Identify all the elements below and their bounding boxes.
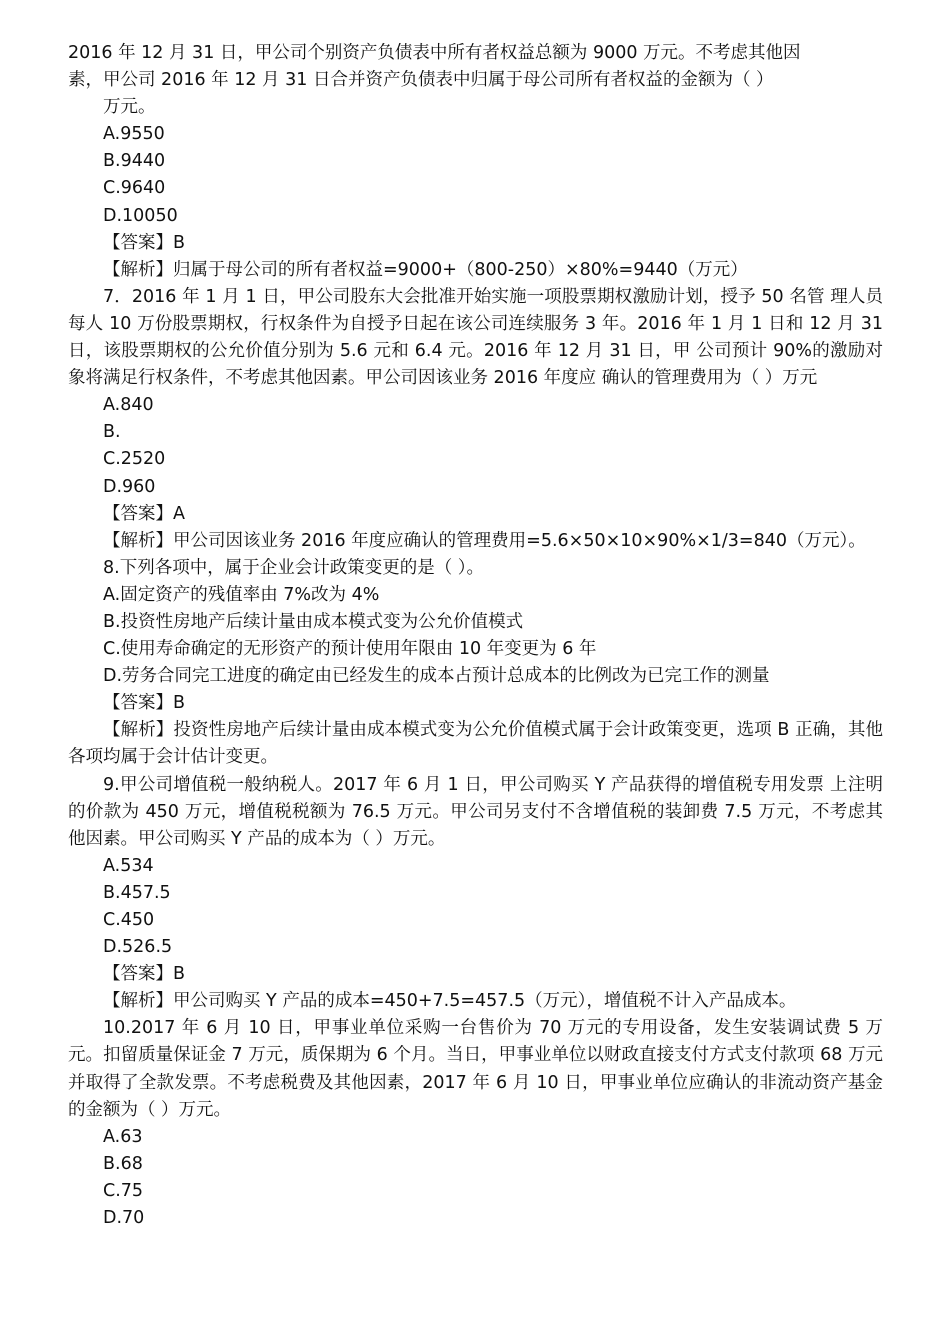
option-c: C.2520 — [103, 449, 166, 470]
option-a: A.534 — [103, 855, 154, 876]
question-8 — [68, 555, 883, 772]
answer: 【答案】A — [103, 503, 185, 524]
option-b: B. — [103, 422, 121, 443]
analysis: 【解析】归属于母公司的所有者权益=9000+（800-250）×80%=9440（万元） — [103, 259, 748, 280]
option-d: D.劳务合同完工进度的确定由已经发生的成本占预计总成本的比例改为已完工作的测量 — [103, 666, 770, 687]
option-c: C.75 — [103, 1180, 144, 1201]
question-stem-line: 万元。 — [103, 97, 156, 118]
answer: 【答案】B — [103, 232, 186, 253]
analysis: 【解析】甲公司购买 Y 产品的成本=450+7.5=457.5（万元），增值税不计入产品成本。 — [103, 991, 797, 1012]
question-7 — [68, 284, 883, 555]
option-c: C.9640 — [103, 178, 166, 199]
question-stem-line: 素，甲公司 2016 年 12 月 31 日合并资产负债表中归属于母公司所有者权益的金额为（ ） — [68, 70, 774, 91]
option-d: D.526.5 — [103, 937, 173, 958]
question-stem: 7．2016 年 1 月 1 日，甲公司股东大会批准开始实施一项股票期权激励计划，授予 50 名管 理人员每人 10 万份股票期权，行权条件为自授予日起在该公司连续服务 3 年。2016 年 1 月 1 日和 12 月 31 日，该股票期权的公允价值分别为 5.6 元和 6.4 元。2016 年 12 月 31 日，甲 公司预计 90%的激励对象将满足行权条件，不考虑其他因素。甲公司因该业务 2016 年度应 确认的管理费用为（ ）万元 — [68, 286, 883, 389]
option-c: C.使用寿命确定的无形资产的预计使用年限由 10 年变更为 6 年 — [103, 639, 597, 660]
option-d: D.70 — [103, 1208, 145, 1229]
option-b: B.投资性房地产后续计量由成本模式变为公允价值模式 — [103, 611, 524, 632]
question-stem: 8.下列各项中，属于企业会计政策变更的是（ ）。 — [103, 557, 485, 578]
option-a: A.840 — [103, 395, 154, 416]
option-a: A.固定资产的残值率由 7%改为 4% — [103, 584, 380, 605]
analysis: 【解析】投资性房地产后续计量由成本模式变为公允价值模式属于会计政策变更，选项 B 正确，其他各项均属于会计估计变更。 — [68, 720, 883, 768]
option-a: A.63 — [103, 1126, 143, 1147]
document-page — [68, 40, 883, 1232]
option-a: A.9550 — [103, 124, 165, 145]
answer: 【答案】B — [103, 693, 186, 714]
option-c: C.450 — [103, 910, 155, 930]
question-stem: 10.2017 年 6 月 10 日，甲事业单位采购一台售价为 70 万元的专用设备，发生安装调试费 5 万元。扣留质量保证金 7 万元，质保期为 6 个月。当日，甲事业单位以财政直接支付方式支付款项 68 万元并取得了全款发票。不考虑税费及其他因素，2017 年 6 月 10 日，甲事业单位应确认的非流动资产基金的金额为（ ）万元。 — [68, 1018, 883, 1120]
option-d: D.960 — [103, 476, 156, 497]
option-d: D.10050 — [103, 205, 178, 226]
option-b: B.68 — [103, 1153, 143, 1174]
answer: 【答案】B — [103, 964, 186, 985]
question-stem-line: 2016 年 12 月 31 日，甲公司个别资产负债表中所有者权益总额为 9000 万元。不考虑其他因 — [68, 43, 801, 63]
question-10 — [68, 1015, 883, 1232]
option-b: B.9440 — [103, 151, 166, 172]
question-6 — [68, 40, 883, 284]
question-stem: 9.甲公司增值税一般纳税人。2017 年 6 月 1 日，甲公司购买 Y 产品获得的增值税专用发票 上注明的价款为 450 万元，增值税税额为 76.5 万元。甲公司另支付不含增值税的装卸费 7.5 万元，不考虑其他因素。甲公司购买 Y 产品的成本为（ ）万元。 — [68, 774, 883, 849]
analysis: 【解析】甲公司因该业务 2016 年度应确认的管理费用=5.6×50×10×90%×1/3=840（万元）。 — [103, 530, 866, 551]
question-9 — [68, 772, 883, 1016]
option-b: B.457.5 — [103, 882, 171, 903]
